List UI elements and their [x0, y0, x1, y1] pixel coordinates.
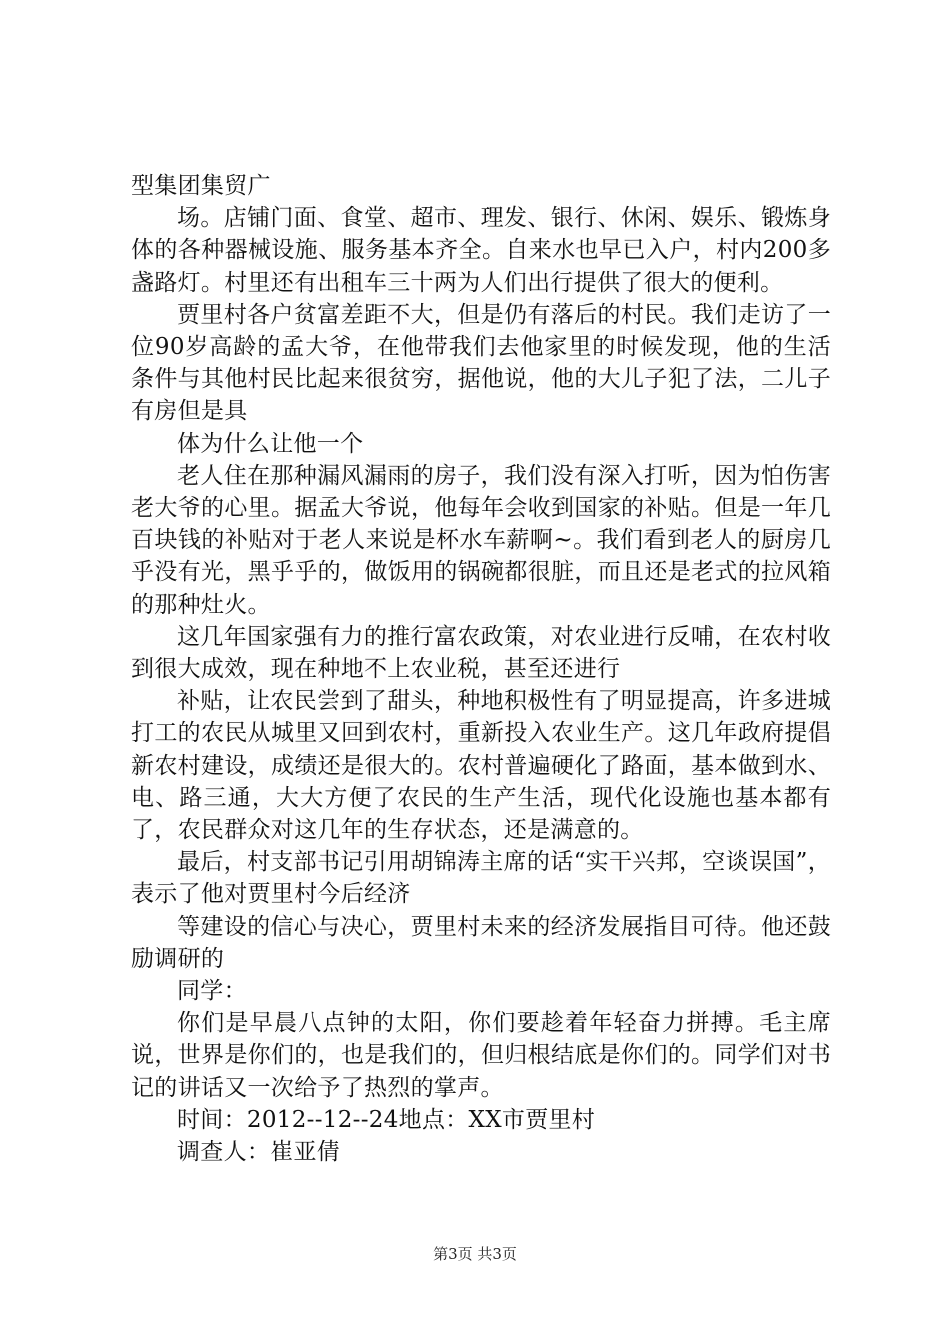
paragraph: 体为什么让他一个	[177, 430, 364, 457]
investigator-line: 调查人：崔亚倩	[177, 1139, 341, 1166]
paragraph: 贾里村各户贫富差距不大，但是仍有落后的村民。我们走访了一位90岁高龄的孟大爷，在他带我们去他家里的时候发现，他的生活条件与其他村民比起来很贫穷，据他说，他的大儿子犯了法，二儿子有房但是具	[131, 301, 831, 425]
paragraph: 这几年国家强有力的推行富农政策，对农业进行反哺，在农村收到很大成效，现在种地不上农业税，甚至还进行	[131, 623, 831, 683]
paragraph: 老人住在那种漏风漏雨的房子，我们没有深入打听，因为怕伤害老大爷的心里。据孟大爷说，他每年会收到国家的补贴。但是一年几百块钱的补贴对于老人来说是杯水车薪啊~。我们看到老人的厨房几乎没有光，黑乎乎的，做饭用的锅碗都很脏，而且还是老式的拉风箱的那种灶火。	[131, 462, 831, 618]
paragraph: 型集团集贸广	[131, 173, 271, 199]
paragraph: 最后，村支部书记引用胡锦涛主席的话“实干兴邦，空谈误国”，表示了他对贾里村今后经济	[131, 849, 831, 908]
paragraph: 场。店铺门面、食堂、超市、理发、银行、休闲、娱乐、锻炼身体的各种器械设施、服务基本齐全。自来水也早已入户，村内200多盏路灯。村里还有出租车三十两为人们出行提供了很大的便利。	[131, 205, 831, 296]
page-number-footer: 第3页 共3页	[433, 1245, 517, 1263]
date-location-line: 时间：2012--12--24地点：XX市贾里村	[177, 1106, 596, 1133]
document-body	[131, 170, 831, 1168]
paragraph: 同学：	[177, 978, 247, 1005]
paragraph: 你们是早晨八点钟的太阳，你们要趁着年轻奋力拼搏。毛主席说，世界是你们的，也是我们的，但归根结底是你们的。同学们对书记的讲话又一次给予了热烈的掌声。	[131, 1010, 831, 1101]
paragraph: 补贴，让农民尝到了甜头，种地积极性有了明显提高，许多进城打工的农民从城里又回到农村，重新投入农业生产。这几年政府提倡新农村建设，成绩还是很大的。农村普遍硬化了路面，基本做到水、电、路三通，大大方便了农民的生产生活，现代化设施也基本都有了，农民群众对这几年的生存状态，还是满意的。	[131, 688, 831, 844]
paragraph: 等建设的信心与决心，贾里村未来的经济发展指目可待。他还鼓励调研的	[131, 913, 831, 972]
